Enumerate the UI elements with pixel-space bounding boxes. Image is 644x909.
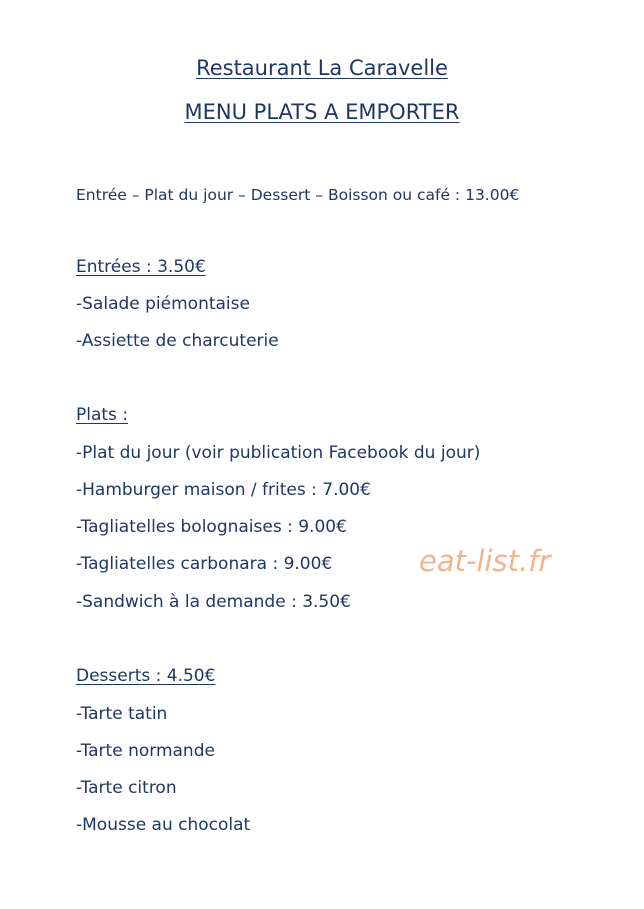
dessert-item: -Tarte normande <box>76 741 215 761</box>
entrees-heading: Entrées : 3.50€ <box>76 257 206 277</box>
dessert-item: -Mousse au chocolat <box>76 815 251 835</box>
desserts-heading: Desserts : 4.50€ <box>76 666 216 686</box>
plat-item: -Sandwich à la demande : 3.50€ <box>76 592 351 612</box>
formula-line: Entrée – Plat du jour – Dessert – Boisson ou café : 13.00€ <box>76 186 520 204</box>
menu-title: MENU PLATS A EMPORTER <box>184 100 460 124</box>
dessert-item: -Tarte tatin <box>76 704 168 724</box>
entree-item: -Assiette de charcuterie <box>76 331 279 351</box>
plat-item: -Tagliatelles carbonara : 9.00€ <box>76 554 333 574</box>
plat-item: -Plat du jour (voir publication Facebook du jour) <box>76 443 481 463</box>
dessert-item: -Tarte citron <box>76 778 177 798</box>
entree-item: -Salade piémontaise <box>76 294 250 314</box>
watermark: eat-list.fr <box>419 544 551 578</box>
restaurant-name: Restaurant La Caravelle <box>196 56 448 80</box>
plats-heading: Plats : <box>76 405 129 425</box>
plat-item: -Hamburger maison / frites : 7.00€ <box>76 480 371 500</box>
plat-item: -Tagliatelles bolognaises : 9.00€ <box>76 517 347 537</box>
